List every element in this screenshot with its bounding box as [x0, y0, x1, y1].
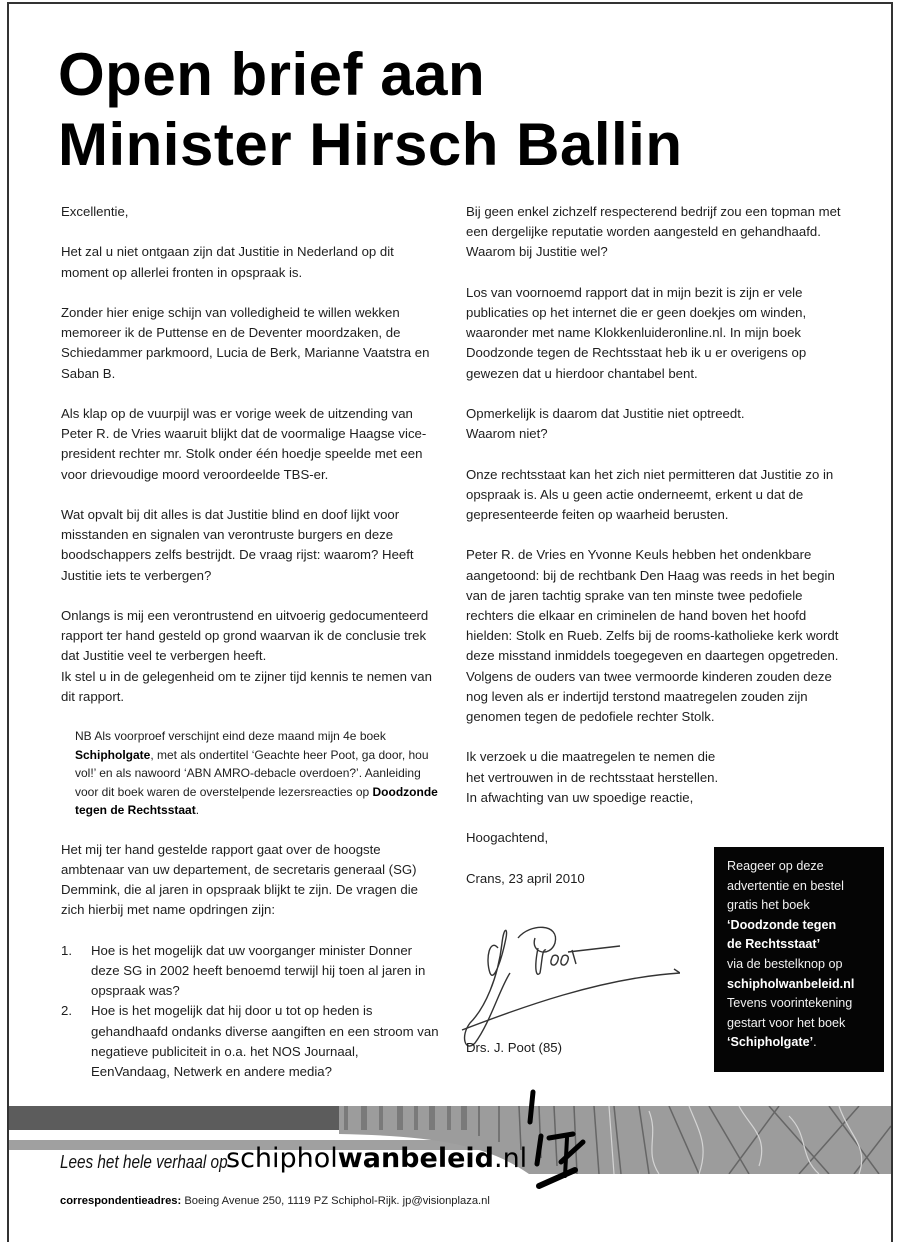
promo-text: gratis het boek: [727, 898, 810, 913]
closing-line: Ik verzoek u die maatregelen te nemen die: [466, 749, 716, 765]
paragraph: Zonder hier enige schijn van volledigheid te willen wekken memoreer ik de Puttense en de Deventer moordzaken, de Schiedammer parkmoord, Lucia de Berk, Marianne Vaatstra en Saban B.: [61, 304, 430, 381]
report-paragraph: Het mij ter hand gestelde rapport gaat over de hoogste ambtenaar van uw departement, de secretaris generaal (SG) Demmink, die al jaren in opspraak blijkt te zijn. De vragen die zich hierbij met name opdringen zijn:: [61, 841, 418, 918]
correspondence-address: [60, 1195, 490, 1207]
promo-box: [714, 847, 884, 1072]
signature-icon: [460, 918, 680, 1048]
paragraph: Wat opvalt bij dit alles is dat Justitie blind en doof lijkt voor misstanden en signalen van verontruste burgers en deze boodschappers zelfs bestrijdt. De vraag rijst: waarom? Heeft Justitie iets te verbergen?: [61, 506, 414, 583]
promo-text: Tevens voorintekening: [727, 996, 853, 1011]
site-part: schiphol: [226, 1143, 338, 1174]
remark: [466, 404, 846, 444]
promo-text: Reageer op deze: [727, 859, 824, 873]
site-tld: .nl: [493, 1143, 528, 1174]
site-part: wanbeleid: [337, 1143, 494, 1174]
promo-text: via de bestelknop op: [727, 956, 843, 971]
paragraph: Los van voornoemd rapport dat in mijn bezit is zijn er vele publicaties op het internet die er geen doekjes om winden, waaronder met name Klokkenluideronline.nl. In mijn boek Doodzonde tegen de Rechtsstaat heb ik u er overigens op gewezen dat u hierdoor chantabel bent.: [466, 284, 807, 381]
paragraph: Als klap op de vuurpijl was er vorige week de uitzending van Peter R. de Vries waaruit blijkt dat de voormalige Haagse vice-president rechter mr. Stolk onder één hoedje speelde met een voor drievoudige moord veroordeelde TBS-er.: [61, 405, 427, 482]
address-label: correspondentieadres:: [60, 1195, 182, 1207]
closing-line: In afwachting van uw spoedige reactie,: [466, 789, 694, 805]
closing: [466, 747, 846, 808]
paragraph: Bij geen enkel zichzelf respecterend bedrijf zou een topman met een dergelijke reputatie worden aangesteld en gehandhaafd. Waarom bij Justitie wel?: [466, 204, 841, 260]
signer-name: Drs. J. Poot (85): [466, 1040, 563, 1055]
title-line-1: Open brief aan: [58, 41, 486, 108]
salutation: Excellentie,: [61, 204, 129, 219]
promo-site-link[interactable]: schipholwanbeleid.nl: [727, 976, 855, 991]
paragraph: Onze rechtsstaat kan het zich niet permitteren dat Justitie zo in opspraak is. Als u geen actie onderneemt, erkent u dat de gepresenteerde feiten op waarheid berusten.: [466, 466, 834, 522]
question-item: [61, 1001, 441, 1082]
paragraph: Peter R. de Vries en Yvonne Keuls hebben het ondenkbare aangetoond: bij de rechtbank Den Haag was reeds in het begin van de jaren tachtig sprake van ten minste twee pedofiele rechters die elkaar en criminelen de hand boven het hoofd hielden: Stolk en Rueb. Zelfs bij de rooms-katholieke kerk wordt deze misstand inmiddels toegegeven en daartegen opgetreden. Volgens de ouders van twee vermoorde kinderen zouden deze nog leven als er indertijd terstond maatregelen zouden zijn genomen tegen de pedofiele rechter Stolk.: [466, 547, 839, 725]
place-date: Crans, 23 april 2010: [466, 870, 585, 886]
promo-book-title: ‘Schipholgate’: [727, 1035, 814, 1050]
nb-text: , met als ondertitel ‘Geachte heer Poot, ga door, hou vol!’ en als nawoord ‘ABN AMRO-debacle overdoen?’. Aanleiding voor dit boek waren de overstelpende lezersreacties op: [75, 747, 429, 799]
footer-site-link[interactable]: [226, 1143, 527, 1174]
paragraph: Onlangs is mij een verontrustend en uitvoerig gedocumenteerd rapport ter hand gesteld op grond waarvan ik de conclusie trek dat Justitie veel te verbergen heeft.: [61, 607, 429, 664]
question-number: 2.: [61, 1003, 72, 1019]
regards: Hoogachtend,: [466, 830, 549, 846]
closing-line: het vertrouwen in de rechtsstaat herstellen.: [466, 769, 719, 785]
promo-text: gestart voor het boek: [727, 1015, 846, 1030]
page-title: [58, 40, 682, 180]
promo-text: .: [813, 1035, 817, 1050]
remark-line: Waarom niet?: [466, 426, 548, 442]
remark-line: Opmerkelijk is daarom dat Justitie niet optreedt.: [466, 406, 745, 421]
address-text: Boeing Avenue 250, 1119 PZ Schiphol-Rijk. jp@visionplaza.nl: [181, 1195, 490, 1207]
right-column: [466, 202, 846, 909]
questions-list: [61, 941, 441, 1082]
promo-book-title: de Rechtsstaat’: [727, 937, 821, 952]
paragraph: Ik stel u in de gelegenheid om te zijner tijd kennis te nemen van dit rapport.: [61, 668, 432, 704]
question-text: Hoe is het mogelijk dat hij door u tot op heden is gehandhaafd ondanks diverse aangiften en een stroom van negatieve publiciteit in o.a. het NOS Journaal, EenVandaag, Netwerk en andere media?: [91, 1003, 439, 1079]
promo-book-title: ‘Doodzonde tegen: [727, 917, 837, 932]
brush-stroke-logo-icon: [525, 1086, 625, 1216]
paragraph: Het zal u niet ontgaan zijn dat Justitie in Nederland op dit moment op allerlei fronten in opspraak is.: [61, 244, 394, 280]
nb-text: NB Als voorproef verschijnt eind deze maand mijn 4e boek: [75, 729, 386, 744]
question-item: [61, 941, 441, 1002]
question-text: Hoe is het mogelijk dat uw voorganger minister Donner deze SG in 2002 heeft benoemd terwijl hij toen al jaren in opspraak was?: [91, 942, 426, 999]
nb-note: [75, 727, 441, 820]
tagline-lead: Lees het hele verhaal op: [60, 1152, 228, 1172]
footer-tagline: [60, 1143, 528, 1174]
left-column: [61, 202, 441, 1082]
promo-text: advertentie en bestel: [727, 878, 844, 893]
book-title-schipholgate: Schipholgate: [75, 747, 151, 762]
book-title-doodzonde: Doodzonde tegen de Rechtsstaat: [75, 784, 438, 818]
nb-text: .: [195, 803, 200, 818]
question-number: 1.: [61, 942, 72, 958]
title-line-2: Minister Hirsch Ballin: [58, 111, 683, 178]
